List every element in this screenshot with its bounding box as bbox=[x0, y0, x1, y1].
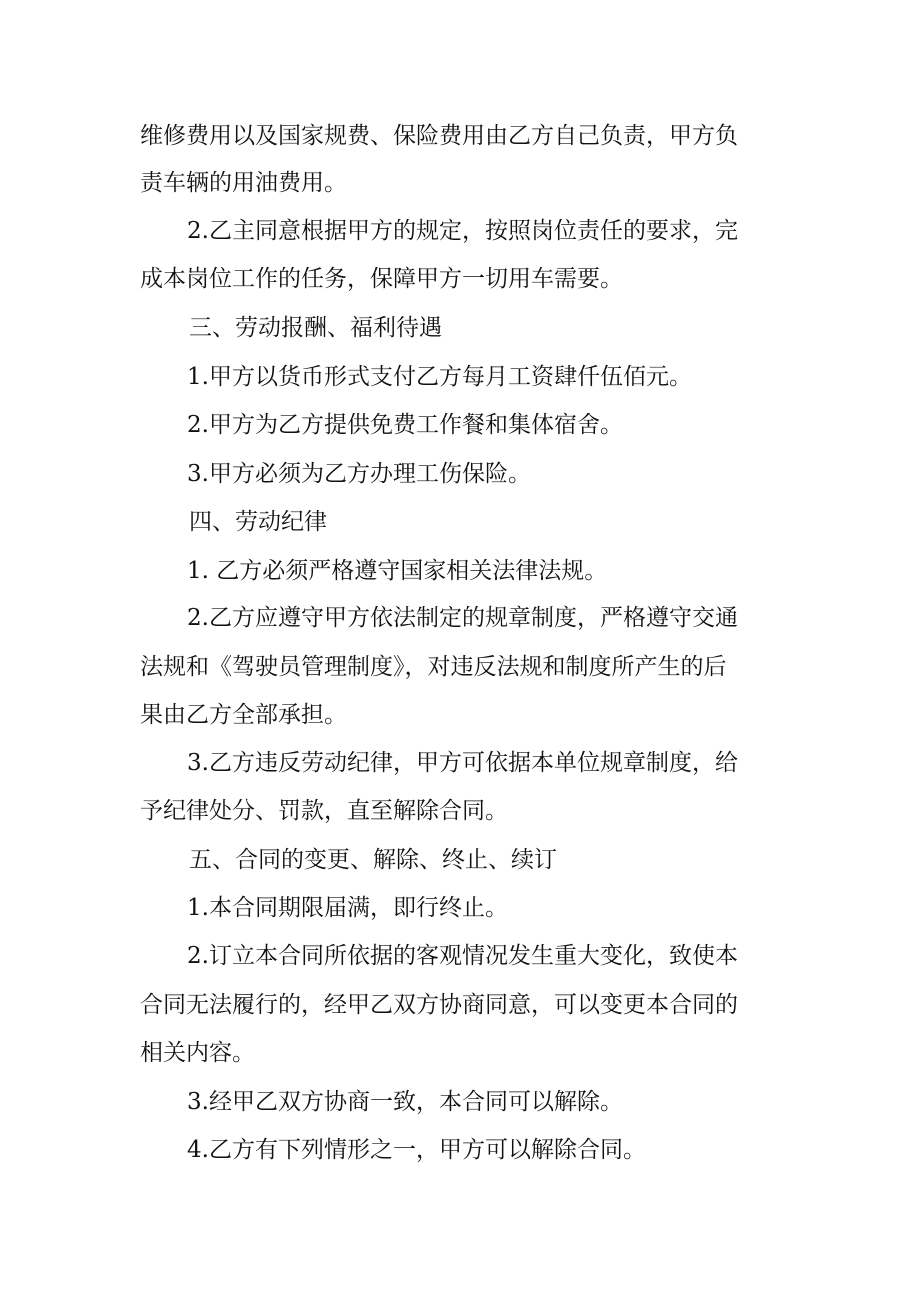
text-line: 2.乙主同意根据甲方的规定，按照岗位责任的要求，完 bbox=[187, 218, 738, 244]
text-line: 相关内容。 bbox=[140, 1040, 255, 1066]
text-line: 果由乙方全部承担。 bbox=[140, 702, 347, 728]
text-line: 2.乙方应遵守甲方依法制定的规章制度，严格遵守交通 bbox=[187, 605, 738, 631]
text-line: 4.乙方有下列情形之一，甲方可以解除合同。 bbox=[187, 1137, 646, 1163]
text-line: 3.经甲乙双方协商一致，本合同可以解除。 bbox=[187, 1089, 623, 1115]
section-heading: 三、劳动报酬、福利待遇 bbox=[189, 315, 442, 341]
text-line: 2.甲方为乙方提供免费工作餐和集体宿舍。 bbox=[187, 412, 623, 438]
text-line: 1.本合同期限届满，即行终止。 bbox=[187, 895, 508, 921]
text-line: 成本岗位工作的任务，保障甲方一切用车需要。 bbox=[140, 266, 623, 292]
section-heading: 四、劳动纪律 bbox=[189, 509, 327, 535]
text-line: 维修费用以及国家规费、保险费用由乙方自己负责，甲方负 bbox=[140, 123, 738, 149]
section-heading: 五、合同的变更、解除、终止、续订 bbox=[189, 847, 557, 873]
text-line: 3.乙方违反劳动纪律，甲方可依据本单位规章制度，给 bbox=[187, 750, 738, 776]
text-line: 合同无法履行的，经甲乙双方协商同意，可以变更本合同的 bbox=[140, 992, 738, 1018]
text-line: 责车辆的用油费用。 bbox=[140, 170, 347, 196]
text-line: 1. 乙方必须严格遵守国家相关法律法规。 bbox=[187, 558, 608, 584]
text-line: 2.订立本合同所依据的客观情况发生重大变化，致使本 bbox=[187, 943, 738, 969]
text-line: 3.甲方必须为乙方办理工伤保险。 bbox=[187, 461, 531, 487]
text-line: 予纪律处分、罚款，直至解除合同。 bbox=[140, 798, 508, 824]
text-line: 法规和《驾驶员管理制度》，对违反法规和制度所产生的后 bbox=[140, 654, 727, 680]
text-line: 1.甲方以货币形式支付乙方每月工资肆仟伍佰元。 bbox=[187, 364, 692, 390]
